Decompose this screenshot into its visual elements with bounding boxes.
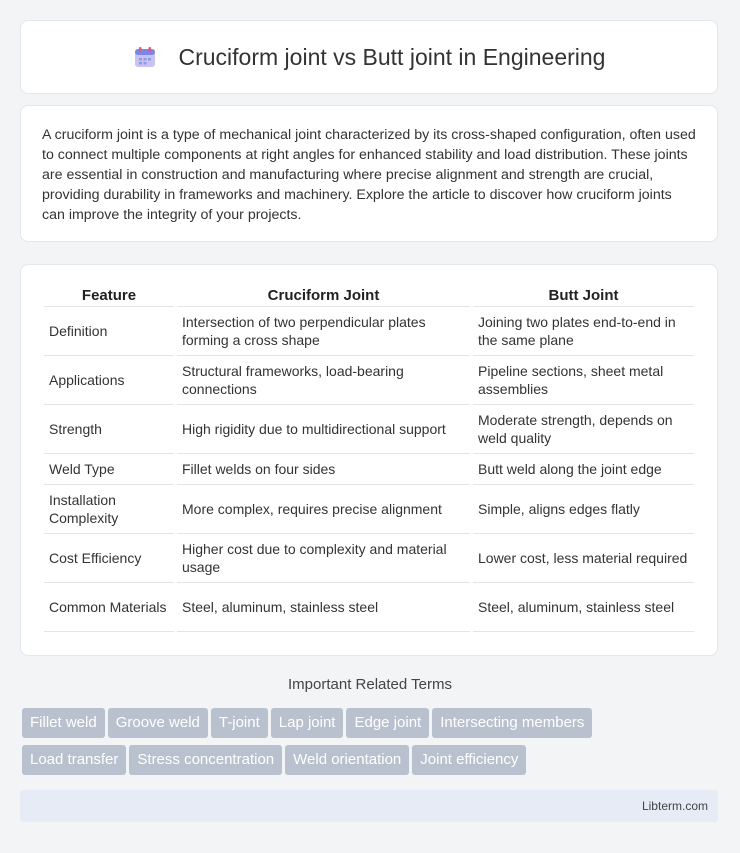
tag-weld-orientation[interactable]: Weld orientation [285, 745, 409, 775]
row-butt: Simple, aligns edges flatly [473, 485, 694, 534]
row-butt: Steel, aluminum, stainless steel [473, 583, 694, 632]
table-row [44, 405, 694, 454]
table-row [44, 454, 694, 485]
table-header-row [44, 285, 694, 307]
row-feature: Definition [44, 307, 174, 356]
title-card [20, 20, 718, 94]
row-butt: Butt weld along the joint edge [473, 454, 694, 485]
row-butt: Lower cost, less material required [473, 534, 694, 583]
row-cruciform: Fillet welds on four sides [177, 454, 470, 485]
row-feature: Strength [44, 405, 174, 454]
row-butt: Joining two plates end-to-end in the same plane [473, 307, 694, 356]
header-feature: Feature [44, 285, 174, 307]
tag-groove-weld[interactable]: Groove weld [108, 708, 208, 738]
row-feature: Applications [44, 356, 174, 405]
header-butt: Butt Joint [473, 285, 694, 307]
footer-site-link[interactable]: Libterm.com [641, 799, 708, 813]
calendar-icon [133, 45, 157, 69]
row-feature: Installation Complexity [44, 485, 174, 534]
related-terms-list [22, 708, 722, 782]
table-row [44, 356, 694, 405]
row-cruciform: High rigidity due to multidirectional support [177, 405, 470, 454]
tag-fillet-weld[interactable]: Fillet weld [22, 708, 105, 738]
tag-joint-efficiency[interactable]: Joint efficiency [412, 745, 526, 775]
row-feature: Weld Type [44, 454, 174, 485]
tag-t-joint[interactable]: T-joint [211, 708, 268, 738]
tag-stress-concentration[interactable]: Stress concentration [129, 745, 282, 775]
tag-edge-joint[interactable]: Edge joint [346, 708, 429, 738]
table-row [44, 485, 694, 534]
row-butt: Moderate strength, depends on weld quality [473, 405, 694, 454]
row-butt: Pipeline sections, sheet metal assemblies [473, 356, 694, 405]
row-feature: Cost Efficiency [44, 534, 174, 583]
row-feature: Common Materials [44, 583, 174, 632]
tag-intersecting-members[interactable]: Intersecting members [432, 708, 592, 738]
row-cruciform: Intersection of two perpendicular plates forming a cross shape [177, 307, 470, 356]
table-row [44, 534, 694, 583]
header-cruciform: Cruciform Joint [177, 285, 470, 307]
comparison-card [20, 264, 718, 656]
intro-text: A cruciform joint is a type of mechanical joint characterized by its cross-shaped configuration, often used to connect multiple components at right angles for enhanced stability and load distribution. These joints are essential in construction and manufacturing where precise alignment and strength are crucial, providing durability in frameworks and machinery. Explore the article to discover how cruciform joints can improve the integrity of your projects. [42, 127, 696, 223]
table-row [44, 583, 694, 632]
page-title: Cruciform joint vs Butt joint in Engineering [178, 43, 606, 70]
comparison-table [41, 285, 697, 632]
related-terms-title: Important Related Terms [288, 676, 452, 693]
row-cruciform: More complex, requires precise alignment [177, 485, 470, 534]
tag-lap-joint[interactable]: Lap joint [271, 708, 344, 738]
table-row [44, 307, 694, 356]
row-cruciform: Structural frameworks, load-bearing connections [177, 356, 470, 405]
row-cruciform: Steel, aluminum, stainless steel [177, 583, 470, 632]
intro-card [20, 105, 718, 242]
row-cruciform: Higher cost due to complexity and material usage [177, 534, 470, 583]
footer [20, 790, 718, 822]
tag-load-transfer[interactable]: Load transfer [22, 745, 126, 775]
